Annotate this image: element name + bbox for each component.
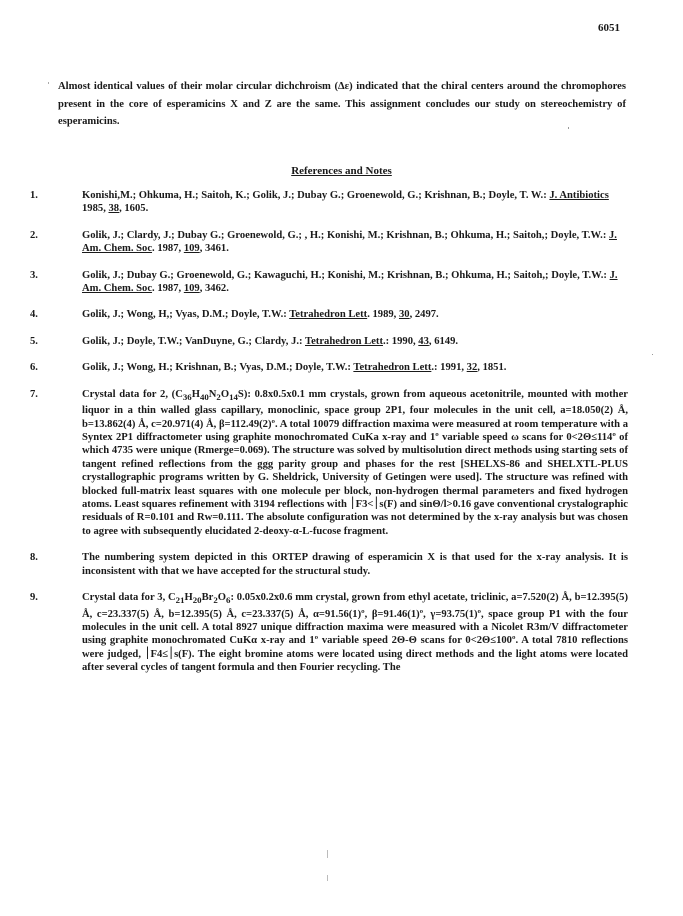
reference-authors: Golik, J.; Doyle, T.W.; VanDuyne, G.; Clardy, J.: xyxy=(82,335,305,347)
reference-3 xyxy=(28,269,628,296)
reference-authors: Golik, J.; Clardy, J.; Dubay G.; Groenewold, G.; , H.; Konishi, M.; Krishnan, B.; Ohkuma, H.; Saitoh,; Doyle, T.W.: xyxy=(82,229,609,241)
reference-pages: , 1605. xyxy=(119,203,149,215)
reference-pages: , 3462. xyxy=(199,283,229,295)
reference-year: .: 1991, xyxy=(431,362,467,374)
reference-year: . 1987, xyxy=(152,243,184,255)
note-lead: Crystal data for xyxy=(82,388,161,400)
reference-5 xyxy=(28,335,628,348)
compound-number: 2 xyxy=(160,388,166,400)
reference-4 xyxy=(28,308,628,321)
scan-speck xyxy=(48,82,49,84)
reference-journal: Tetrahedron Lett xyxy=(353,362,432,374)
reference-year: .: 1990, xyxy=(382,335,419,347)
formula-text: S): xyxy=(237,388,255,400)
reference-number: 3. xyxy=(30,269,38,281)
references-list xyxy=(28,189,628,675)
scan-speck xyxy=(652,354,653,355)
formula-subscript: 14 xyxy=(229,391,238,402)
reference-6 xyxy=(28,361,628,374)
reference-volume: 109 xyxy=(183,243,200,255)
formula-text: H xyxy=(191,388,200,400)
note-text: 0.05x0.2x0.6 mm crystal, grown from ethyl acetate, triclinic, a=7.520(2) Å, b=12.395(5) Å, c=23.337(5) Å, b=12.395(5) Å, c=23.337(5) Å, α=91.56(1)º, β=91.46(1)º, γ=93.75(1)º, space group P1 with the four molecules in the unit cell. A total 8927 unique diffraction maxima were measured with a Nicolet R3m/V diffractometer using graphite monochromated CuKα x-ray and 1º variable speed 2Θ-Θ scans for 0<2Θ≤100º. A total 7810 reflections were judged, ׀F׀≥4s(F). The eight bromine atoms were located using direct methods and the light atoms were located after several cycles of tangent formula and then Fourier recycling. The xyxy=(82,592,629,674)
reference-journal: J. Am. Chem. Soc xyxy=(82,269,618,295)
reference-authors: Golik, J.; Wong, H.; Krishnan, B.; Vyas, D.M.; Doyle, T.W.: xyxy=(82,362,354,374)
reference-number: 1. xyxy=(30,190,38,201)
compound-number: 3 xyxy=(157,592,163,604)
formula-text: N xyxy=(208,388,217,400)
formula-subscript: 2 xyxy=(216,391,221,402)
reference-journal: Tetrahedron Lett xyxy=(289,309,368,321)
reference-1 xyxy=(28,189,628,216)
references-heading: References and Notes xyxy=(291,165,392,177)
reference-number: 4. xyxy=(30,309,38,321)
scan-speck xyxy=(327,875,328,881)
intro-paragraph: Almost identical values of their molar circular dichchroism (Δε) indicated that the chiral centers around the chromophores present in the core of esperamicins X and Z are the same. This assignment concludes our study on stereochemistry of esperamicins. xyxy=(58,81,626,127)
note-9 xyxy=(28,591,628,675)
note-number: 9. xyxy=(30,592,38,604)
formula-text: : xyxy=(230,592,237,604)
reference-year: . 1987, xyxy=(152,283,184,295)
formula-text: , (C xyxy=(165,388,183,400)
formula-subscript: 2 xyxy=(213,595,218,606)
scan-speck xyxy=(327,850,328,858)
reference-year: . 1989, xyxy=(367,309,399,321)
formula-subscript: 20 xyxy=(192,595,202,606)
reference-journal: J. Am. Chem. Soc xyxy=(82,229,617,255)
formula-text: , C xyxy=(162,592,176,604)
reference-pages: , 2497. xyxy=(409,309,439,321)
note-lead: Crystal data for xyxy=(82,592,158,604)
reference-number: 6. xyxy=(30,362,38,374)
formula-text: O xyxy=(220,388,230,400)
reference-year: 1985, xyxy=(82,203,109,215)
note-7 xyxy=(28,388,628,539)
reference-volume: 30 xyxy=(398,309,410,321)
reference-number: 2. xyxy=(30,229,38,241)
formula-subscript: 40 xyxy=(199,391,209,402)
formula-text: O xyxy=(217,592,227,604)
note-number: 7. xyxy=(30,388,38,400)
reference-pages: , 1851. xyxy=(477,362,507,374)
page-number: 6051 xyxy=(598,22,620,34)
reference-number: 5. xyxy=(30,335,38,347)
note-text: The numbering system depicted in this ORTEP drawing of esperamicin X is that used for the x-ray analysis. It is inconsistent with that we have accepted for the structural study. xyxy=(82,552,628,577)
formula-text: Br xyxy=(201,592,214,604)
reference-authors: Golik, J.; Dubay G.; Groenewold, G.; Kawaguchi, H.; Konishi, M.; Krishnan, B.; Ohkuma, H.; Saitoh,; Doyle, T.W.: xyxy=(82,269,610,281)
reference-journal: J. Antibiotics xyxy=(549,190,609,201)
reference-authors: Golik, J.; Wong, H,; Vyas, D.M.; Doyle, T.W.: xyxy=(82,309,290,321)
reference-2 xyxy=(28,229,628,256)
reference-journal: Tetrahedron Lett xyxy=(305,335,383,347)
reference-volume: 109 xyxy=(183,283,200,295)
formula-text: H xyxy=(184,592,193,604)
reference-volume: 38 xyxy=(108,203,120,215)
reference-pages: , 3461. xyxy=(199,243,229,255)
reference-volume: 32 xyxy=(466,362,478,374)
note-number: 8. xyxy=(30,552,38,564)
formula-subscript: 36 xyxy=(182,391,192,402)
note-text: 0.8x0.5x0.1 mm crystals, grown from aqueous acetonitrile, mounted with mother liquor in a thin walled glass capillary, monoclinic, space group 2P1, four molecules in the unit cell, a=18.050(2) Å, b=13.862(4) Å, c=20.971(4) Å, β=112.49(2)º. A total 10079 diffraction maxima were measured at room temperature with a Syntex 2P1 diffractometer using graphite monochromated CuKa x-ray and 1º variable speed ω scans for 0<2Θ≤114º of which 4735 were unique (Rmerge=0.069). The structure was solved by multisolution direct methods using starting sets of tangent refined reflections from the ggg parity group and phases for the rest [SHELXS-86 and SHELXTL-PLUS crystallographic programs written by G. Sheldrick, University of Getingen were used]. The structure was refined with blocked full-matrix least squares with one molecule per block, non-hydrogen thermal parameters and fixed hydrogen atoms. Least squares refinement with 3194 reflections with ׀F׀>3s(F) and sinΘ/l>0.16 gave conventional crystalographic residuals of R=0.101 and Rw=0.111. The absolute configuration was not determined by the x-ray analysis but was chosen to agree with subsequently elucidated 2-deoxy-α-L-fucose fragment. xyxy=(82,388,628,537)
formula-subscript: 6 xyxy=(226,595,231,606)
reference-pages: , 6149. xyxy=(428,335,459,347)
reference-authors: Konishi,M.; Ohkuma, H.; Saitoh, K.; Golik, J.; Dubay G.; Groenewold, G.; Krishnan, B.; Doyle, T. W.: xyxy=(82,190,550,201)
note-8 xyxy=(28,551,628,578)
reference-volume: 43 xyxy=(418,335,429,347)
formula-subscript: 21 xyxy=(175,595,185,606)
